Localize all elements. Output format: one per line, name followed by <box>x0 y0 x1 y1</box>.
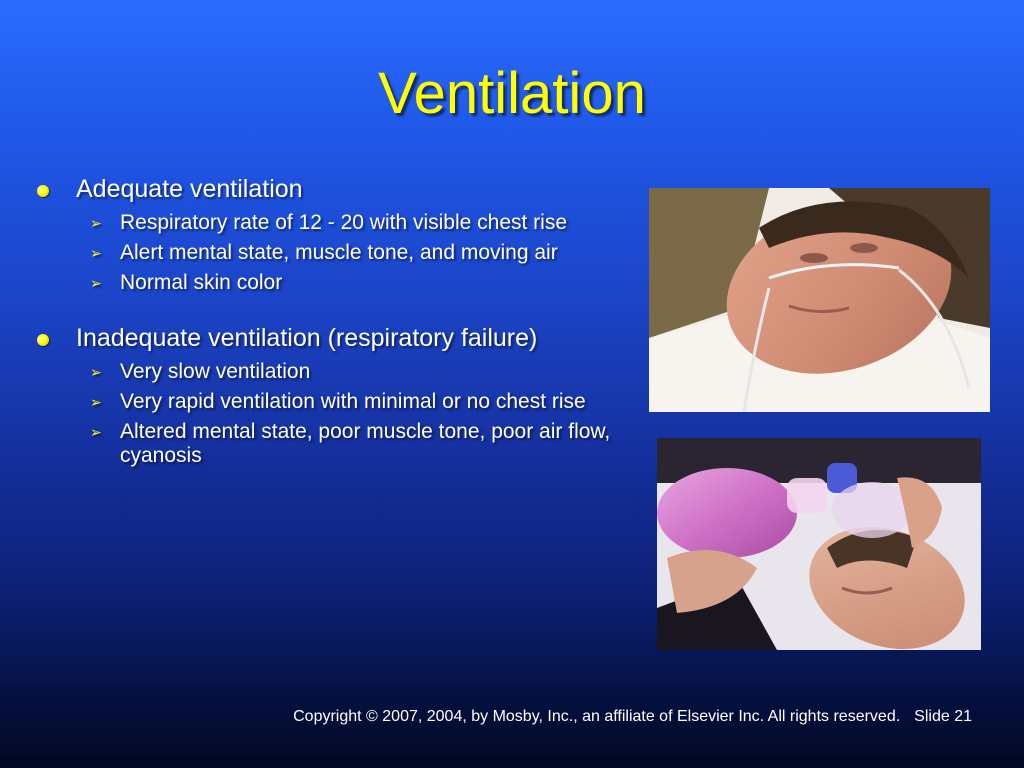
photo-bag-valve-mask-illustration <box>657 438 981 650</box>
bullet-text: Very slow ventilation <box>120 360 311 383</box>
bullet-text: Very rapid ventilation with minimal or no chest rise <box>120 390 586 413</box>
bullet-level2 <box>30 360 620 384</box>
yellow-dot-bullet-icon <box>37 334 49 346</box>
bullet-text: Respiratory rate of 12 - 20 with visible chest rise <box>120 211 568 234</box>
yellow-arrow-bullet-icon: ➢ <box>90 364 102 380</box>
bullet-level1 <box>30 323 620 354</box>
photo-patient-nasal-cannula <box>649 188 990 412</box>
yellow-arrow-bullet-icon: ➢ <box>90 424 102 440</box>
bullet-list <box>30 174 620 496</box>
yellow-arrow-bullet-icon: ➢ <box>90 394 102 410</box>
copyright-notice: Copyright © 2007, 2004, by Mosby, Inc., an affiliate of Elsevier Inc. All rights reserved. <box>293 708 901 725</box>
photo-patient-nasal-cannula-illustration <box>649 188 990 412</box>
bullet-level1 <box>30 174 620 205</box>
bullet-group-inadequate <box>30 323 620 468</box>
slide-footer <box>0 706 972 728</box>
bullet-text: Alert mental state, muscle tone, and moving air <box>120 241 558 264</box>
bullet-text: Altered mental state, poor muscle tone, poor air flow, cyanosis <box>120 420 611 467</box>
bullet-level2 <box>30 390 620 414</box>
yellow-dot-bullet-icon <box>37 185 49 197</box>
bullet-group-adequate <box>30 174 620 295</box>
yellow-arrow-bullet-icon: ➢ <box>90 215 102 231</box>
yellow-arrow-bullet-icon: ➢ <box>90 245 102 261</box>
bullet-level2 <box>30 241 620 265</box>
bullet-level2 <box>30 211 620 235</box>
bullet-heading: Inadequate ventilation (respiratory failure) <box>76 324 538 352</box>
yellow-arrow-bullet-icon: ➢ <box>90 275 102 291</box>
bullet-level2 <box>30 420 620 468</box>
bullet-heading: Adequate ventilation <box>76 175 303 203</box>
bullet-text: Normal skin color <box>120 271 283 294</box>
photo-bag-valve-mask <box>657 438 981 650</box>
slide-number: Slide 21 <box>914 708 972 725</box>
slide-title: Ventilation <box>378 61 646 126</box>
bullet-level2 <box>30 271 620 295</box>
